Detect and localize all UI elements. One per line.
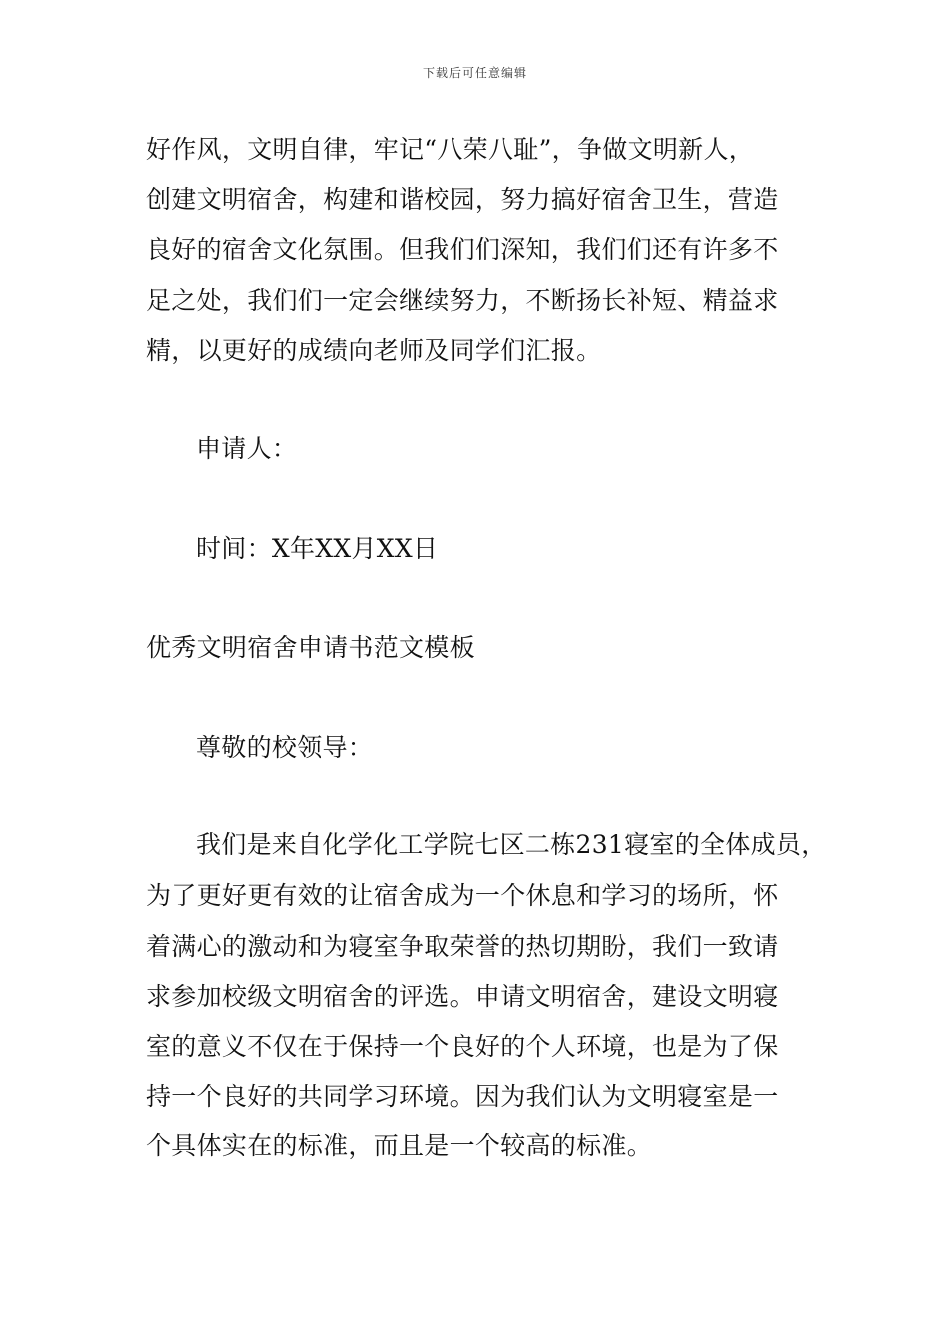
paragraph-line: 持一个良好的共同学习环境。因为我们认为文明寝室是一 xyxy=(146,1082,779,1111)
date-line: 时间：X年XX月XX日 xyxy=(196,534,439,563)
paragraph-line: 为了更好更有效的让宿舍成为一个休息和学习的场所，怀 xyxy=(146,881,779,910)
paragraph-line: 求参加校级文明宿舍的评选。申请文明宿舍，建设文明寝 xyxy=(146,982,779,1011)
paragraph-line: 好作风，文明自律，牢记“八荣八耻”，争做文明新人， xyxy=(146,135,755,164)
paragraph-line: 室的意义不仅在于保持一个良好的个人环境，也是为了保 xyxy=(146,1032,779,1061)
paragraph-line: 着满心的激动和为寝室争取荣誉的热切期盼，我们一致请 xyxy=(146,932,779,961)
paragraph-line: 我们是来自化学化工学院七区二栋231寝室的全体成员， xyxy=(196,830,827,859)
applicant-line: 申请人： xyxy=(196,434,298,463)
paragraph-line: 良好的宿舍文化氛围。但我们们深知，我们们还有许多不 xyxy=(146,235,779,264)
page-header: 下载后可任意编辑 xyxy=(422,66,527,80)
paragraph-line: 精，以更好的成绩向老师及同学们汇报。 xyxy=(146,336,602,365)
document-title: 优秀文明宿舍申请书范文模板 xyxy=(146,633,475,662)
paragraph-line: 创建文明宿舍，构建和谐校园，努力搞好宿舍卫生，营造 xyxy=(146,185,779,214)
paragraph-line: 足之处，我们们一定会继续努力，不断扬长补短、精益求 xyxy=(146,286,779,315)
paragraph-line: 个具体实在的标准，而且是一个较高的标准。 xyxy=(146,1131,653,1160)
salutation: 尊敬的校领导： xyxy=(196,733,374,762)
